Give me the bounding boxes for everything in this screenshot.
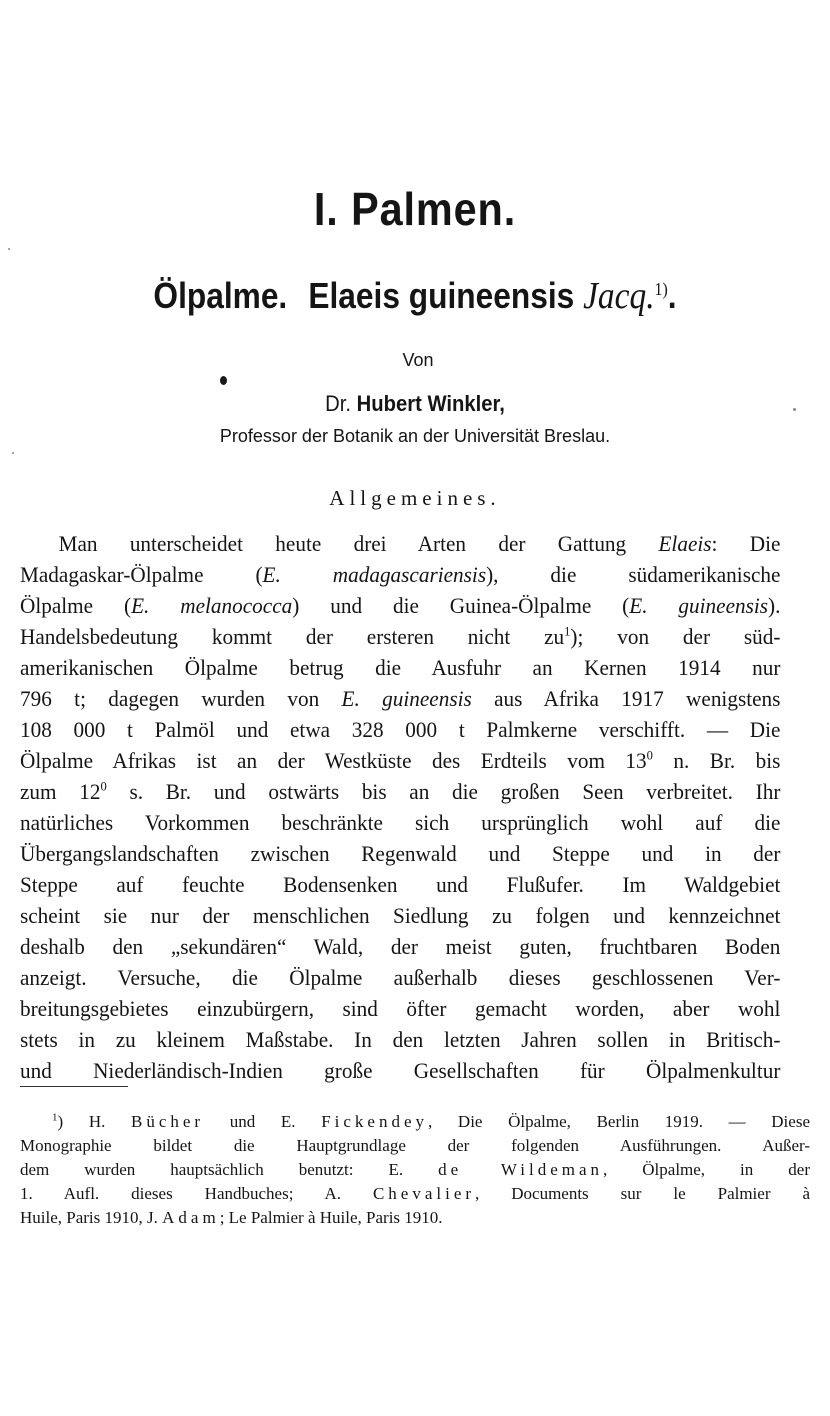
- footnote-ref: 0: [646, 747, 653, 763]
- author-name: Fickendey: [321, 1112, 429, 1131]
- scan-speck: [793, 408, 796, 411]
- text-line: [20, 931, 780, 962]
- scan-speck: [12, 452, 14, 454]
- text-run: 796 t; dagegen wurden von: [20, 686, 342, 711]
- text-run: , Die Ölpalme, Berlin 1919. — Diese: [428, 1112, 810, 1131]
- text-run: : Die: [711, 531, 781, 556]
- text-run: s. Br. und ostwärts bis an die großen Seen verbreitet. Ihr: [106, 779, 781, 804]
- text-run: Man unterscheidet heute drei Arten der Gattung: [58, 531, 659, 556]
- footnote-line: [20, 1158, 810, 1182]
- scan-speck: [8, 248, 10, 250]
- text-line: [20, 993, 780, 1024]
- text-run: Handelsbedeutung kommt der ersteren nicht zu: [20, 624, 565, 649]
- text-run: breitungsgebietes einzubürgern, sind öfter gemacht worden, aber wohl: [20, 996, 781, 1021]
- text-run: ) H.: [57, 1112, 131, 1131]
- footnote-ref: 0: [100, 778, 107, 794]
- text-run: , Documents sur le Palmier à: [475, 1184, 810, 1203]
- text-line: [20, 590, 780, 621]
- species-name: Elaeis: [658, 531, 712, 556]
- text-line: [20, 652, 780, 683]
- text-line: [20, 900, 780, 931]
- text-run: ), die südamerikanische: [486, 562, 781, 587]
- species-name: E. guineensis: [629, 593, 769, 618]
- author-name: Adam: [162, 1208, 220, 1227]
- author-title: Dr.: [325, 391, 351, 416]
- text-run: aus Afrika 1917 wenigstens: [471, 686, 781, 711]
- text-run: Ölpalme Afrikas ist an der Westküste des Erdteils vom 13: [20, 748, 647, 773]
- text-line: [20, 838, 780, 869]
- text-run: deshalb den „sekundären“ Wald, der meist guten, fruchtbaren Boden: [20, 934, 781, 959]
- text-line: [20, 745, 780, 776]
- text-line: [20, 1024, 780, 1055]
- text-line: [20, 683, 780, 714]
- text-run: natürliches Vorkommen beschränkte sich ursprünglich wohl auf die: [20, 810, 781, 835]
- text-run: amerikanischen Ölpalme betrug die Ausfuhr an Kernen 1914 nur: [20, 655, 781, 680]
- author-affiliation: Professor der Botanik an der Universität Breslau.: [219, 426, 611, 446]
- species-name: E. melanococca: [131, 593, 293, 618]
- text-run: ); von der süd-: [570, 624, 781, 649]
- text-run: ).: [768, 593, 781, 618]
- author-name: de Wildeman: [438, 1160, 604, 1179]
- footnote-ref: 1: [52, 1111, 58, 1124]
- text-run: Steppe auf feuchte Bodensenken und Flußufer. Im Waldgebiet: [20, 872, 781, 897]
- species-name: E. madagascariensis: [262, 562, 487, 587]
- footnote-line: [20, 1134, 810, 1158]
- text-run: ) und die Guinea-Ölpalme (: [292, 593, 630, 618]
- author-name: Chevalier: [372, 1184, 476, 1203]
- chapter-title: I. Palmen.: [313, 183, 517, 235]
- text-line: [20, 528, 780, 559]
- text-run: Huile, Paris 1910, J.: [20, 1208, 163, 1227]
- common-name: Ölpalme.: [153, 275, 288, 316]
- text-run: , Ölpalme, in der: [603, 1160, 810, 1179]
- text-line: [20, 621, 780, 652]
- text-line: [20, 869, 780, 900]
- text-run: Ölpalme (: [20, 593, 132, 618]
- text-run: 108 000 t Palmöl und etwa 328 000 t Palmkerne verschifft. — Die: [20, 717, 781, 742]
- text-run: n. Br. bis: [652, 748, 781, 773]
- footnote: [20, 1110, 810, 1230]
- text-line: [20, 962, 780, 993]
- text-run: 1. Aufl. dieses Handbuches; A.: [20, 1184, 373, 1203]
- text-line: [20, 776, 780, 807]
- by-label: Von: [402, 350, 434, 370]
- scientific-name: Elaeis guineensis: [308, 275, 575, 316]
- text-line: [20, 559, 780, 590]
- title-end: .: [667, 275, 677, 316]
- text-run: Übergangslandschaften zwischen Regenwald und Steppe und in der: [20, 841, 781, 866]
- text-run: anzeigt. Versuche, die Ölpalme außerhalb dieses geschlossenen Ver-: [20, 965, 781, 990]
- text-line: [20, 714, 780, 745]
- text-run: stets in zu kleinem Maßstabe. In den letzten Jahren sollen in Britisch-: [20, 1027, 781, 1052]
- text-line: [20, 1055, 780, 1086]
- text-run: dem wurden hauptsächlich benutzt: E.: [20, 1160, 439, 1179]
- text-run: und E.: [204, 1112, 322, 1131]
- text-run: ; Le Palmier à Huile, Paris 1910.: [219, 1208, 443, 1227]
- article-title: [50, 274, 780, 318]
- footnote-line: [20, 1206, 810, 1230]
- text-run: Madagaskar-Ölpalme (: [20, 562, 263, 587]
- author-name: Hubert Winkler,: [356, 391, 505, 416]
- text-run: scheint sie nur der menschlichen Siedlung zu folgen und kennzeichnet: [20, 903, 781, 928]
- section-heading: Allgemeines.: [329, 486, 501, 510]
- text-line: [20, 807, 780, 838]
- footnote-line: [20, 1182, 810, 1206]
- author-name: Bücher: [131, 1112, 205, 1131]
- species-name: E. guineensis: [341, 686, 472, 711]
- authority: Jacq.: [583, 275, 655, 317]
- author-line: [33, 391, 797, 417]
- body-paragraph: [20, 528, 780, 1086]
- footnote-line: [20, 1110, 810, 1134]
- ink-spot: [220, 376, 227, 385]
- footnote-mark: 1): [654, 279, 668, 299]
- footnote-ref: 1: [564, 623, 571, 639]
- text-run: und Niederländisch-Indien große Gesellschaften für Ölpalmenkultur: [20, 1058, 781, 1083]
- footnote-rule: [20, 1086, 128, 1087]
- text-run: zum 12: [20, 779, 101, 804]
- text-run: Monographie bildet die Hauptgrundlage der folgenden Ausführungen. Außer-: [20, 1136, 810, 1155]
